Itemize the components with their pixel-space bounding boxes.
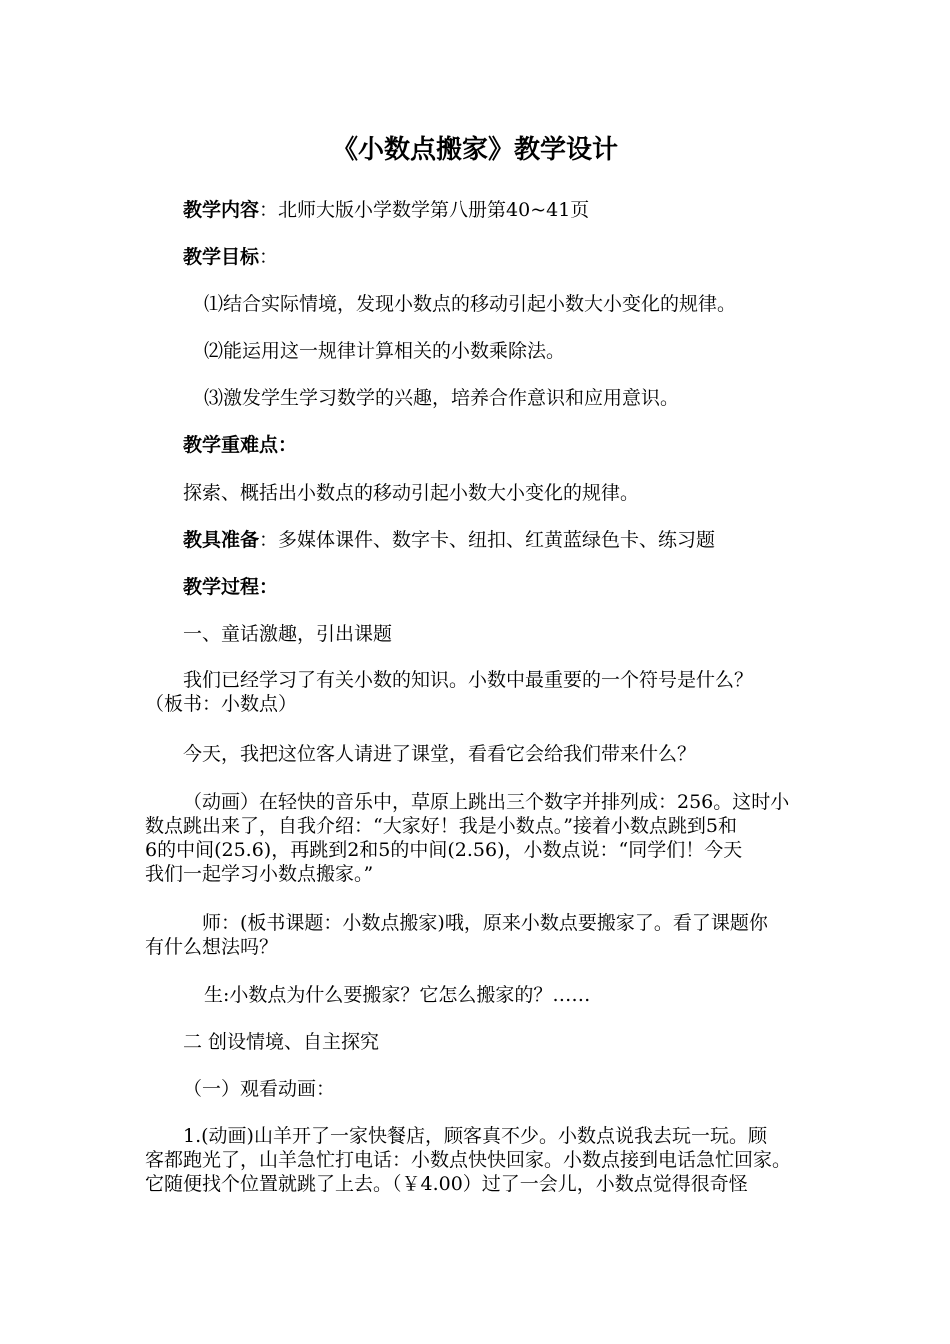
teaching-content-sep: ： xyxy=(259,199,279,221)
teaching-tools-value: 多媒体课件、数字卡、纽扣、红黄蓝绿色卡、练习题 xyxy=(278,529,716,551)
paragraph-line: 客都跑光了，山羊急忙打电话：小数点快快回家。小数点接到电话急忙回家。 xyxy=(145,1149,792,1171)
key-points-sep: ： xyxy=(278,434,298,456)
teaching-content-label: 教学内容 xyxy=(183,199,260,221)
key-points-label: 教学重难点 xyxy=(183,434,279,456)
teaching-goals-label: 教学目标 xyxy=(183,246,260,268)
paragraph-line: 1.(动画)山羊开了一家快餐店，顾客真不少。小数点说我去玩一玩。顾 xyxy=(183,1125,767,1147)
paragraph-line: 我们一起学习小数点搬家。” xyxy=(145,863,374,885)
paragraph-line: 今天，我把这位客人请进了课堂，看看它会给我们带来什么？ xyxy=(183,743,697,765)
paragraph-line: 生:小数点为什么要搬家？它怎么搬家的？…… xyxy=(204,984,591,1006)
paragraph-line: （板书：小数点） xyxy=(145,693,298,715)
teaching-tools-sep: ： xyxy=(259,529,279,551)
key-points-heading xyxy=(183,433,297,457)
teaching-goal-item: ⑶激发学生学习数学的兴趣，培养合作意识和应用意识。 xyxy=(204,387,680,409)
teaching-goals-sep: ： xyxy=(259,246,279,268)
paragraph-line: （动画）在轻快的音乐中，草原上跳出三个数字并排列成：256。这时小 xyxy=(183,791,790,813)
document-title: 《小数点搬家》教学设计 xyxy=(331,135,618,165)
paragraph xyxy=(145,790,810,886)
paragraph xyxy=(145,911,810,959)
teaching-content-line xyxy=(183,198,589,222)
section-heading: 一、童话激趣，引出课题 xyxy=(183,623,393,645)
paragraph-line: 师：(板书课题：小数点搬家)哦，原来小数点要搬家了。看了课题你 xyxy=(202,912,768,934)
teaching-goals-heading xyxy=(183,245,278,269)
paragraph-line: 我们已经学习了有关小数的知识。小数中最重要的一个符号是什么？ xyxy=(183,669,754,691)
teaching-tools-label: 教具准备 xyxy=(183,529,260,551)
teaching-tools-line xyxy=(183,528,715,552)
subsection-heading: （一）观看动画： xyxy=(183,1078,336,1100)
paragraph xyxy=(145,1124,810,1196)
teaching-goal-item: ⑵能运用这一规律计算相关的小数乘除法。 xyxy=(204,340,566,362)
paragraph-line: 数点跳出来了，自我介绍：“大家好！我是小数点。”接着小数点跳到5和 xyxy=(145,815,738,837)
section-heading: 二 创设情境、自主探究 xyxy=(183,1031,380,1053)
paragraph-line: 有什么想法吗？ xyxy=(145,936,279,958)
paragraph xyxy=(145,668,810,716)
paragraph-line: 它随便找个位置就跳了上去。（￥4.00）过了一会儿，小数点觉得很奇怪 xyxy=(145,1173,748,1195)
teaching-process-heading: 教学过程： xyxy=(183,576,279,598)
teaching-goal-item: ⑴结合实际情境，发现小数点的移动引起小数大小变化的规律。 xyxy=(204,293,737,315)
paragraph-line: 6的中间(25.6)，再跳到2和5的中间(2.56)，小数点说：“同学们！今天 xyxy=(145,839,743,861)
teaching-content-value: 北师大版小学数学第八册第40~41页 xyxy=(278,199,590,221)
key-points-text: 探索、概括出小数点的移动引起小数大小变化的规律。 xyxy=(183,482,640,504)
